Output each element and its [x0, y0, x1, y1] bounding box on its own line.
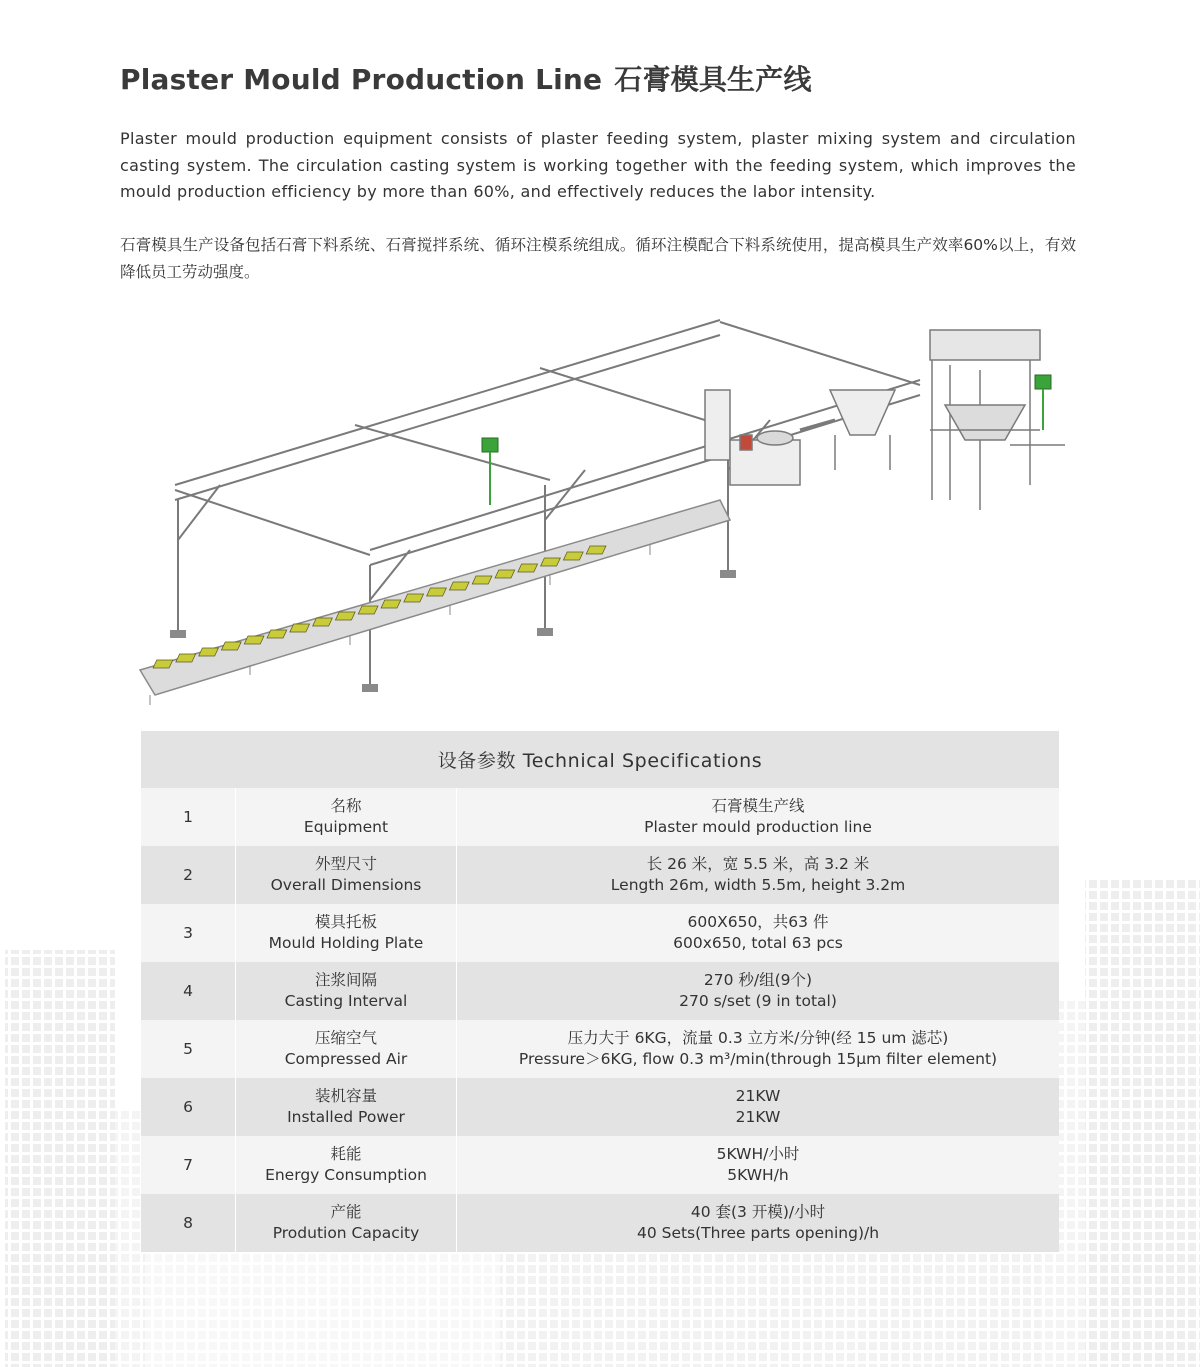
param-name: [236, 962, 457, 1020]
param-name: [236, 904, 457, 962]
param-value-line: 石膏模生产线: [711, 797, 805, 815]
title-en: Plaster Mould Production Line: [120, 63, 603, 96]
row-number: 3: [141, 904, 236, 962]
title-cn: 石膏模具生产线: [614, 63, 812, 96]
param-value: [457, 962, 1060, 1020]
param-value-line: 600x650, total 63 pcs: [673, 934, 843, 952]
intro-paragraph-en: Plaster mould production equipment consists of plaster feeding system, plaster mixing system and circulation casting system. The circulation casting system is working together with the feeding system, which improves the mould production efficiency by more than 60%, and effectively reduces the labor intensity.: [120, 129, 1076, 201]
param-name-en: Prodution Capacity: [272, 1224, 420, 1242]
param-value-line: Length 26m, width 5.5m, height 3.2m: [610, 876, 906, 894]
table-heading: 设备参数 Technical Specifications: [141, 731, 1059, 788]
param-value-line: Pressure＞6KG, flow 0.3 m³/min(through 15μm filter element): [518, 1050, 998, 1068]
param-value: [457, 788, 1060, 846]
row-number: 7: [141, 1136, 236, 1194]
param-value-line: 270 s/set (9 in total): [679, 992, 837, 1010]
param-value: [457, 1078, 1060, 1136]
page-title: [120, 58, 812, 98]
param-value-line: 长 26 米，宽 5.5 米，高 3.2 米: [646, 855, 870, 873]
param-value: [457, 846, 1060, 904]
row-number: 2: [141, 846, 236, 904]
param-value-line: Plaster mould production line: [644, 818, 872, 836]
param-name-en: Overall Dimensions: [270, 876, 422, 894]
param-name-cn: 模具托板: [314, 913, 377, 931]
param-value-line: 270 秒/组(9个): [703, 971, 813, 989]
param-name-cn: 压缩空气: [314, 1029, 377, 1047]
param-name-en: Casting Interval: [284, 992, 408, 1010]
param-name: [236, 1020, 457, 1078]
param-name-en: Installed Power: [287, 1108, 405, 1126]
row-number: 5: [141, 1020, 236, 1078]
param-name-cn: 注浆间隔: [314, 971, 377, 989]
feeding-tower: [930, 330, 1065, 510]
param-value-line: 40 Sets(Three parts opening)/h: [636, 1224, 880, 1242]
param-name-en: Mould Holding Plate: [268, 934, 424, 952]
intro-paragraph-cn: 石膏模具生产设备包括石膏下料系统、石膏搅拌系统、循环注模系统组成。循环注模配合下料系统使用，提高模具生产效率60%以上，有效降低员工劳动强度。: [120, 236, 1076, 281]
row-number: 8: [141, 1194, 236, 1252]
row-number: 4: [141, 962, 236, 1020]
param-value-line: 21KW: [735, 1087, 781, 1105]
param-value-line: 5KWH/h: [727, 1166, 789, 1184]
table-row: [141, 962, 1059, 1020]
param-name-cn: 产能: [330, 1203, 362, 1221]
table-row: [141, 846, 1059, 904]
param-value: [457, 904, 1060, 962]
param-name: [236, 788, 457, 846]
param-name-cn: 耗能: [330, 1145, 362, 1163]
table-row: [141, 1136, 1059, 1194]
production-line-illustration: [130, 310, 1070, 710]
param-value: [457, 1020, 1060, 1078]
param-name-cn: 装机容量: [314, 1087, 377, 1105]
param-name-en: Equipment: [303, 818, 389, 836]
param-value-line: 600X650，共63 件: [687, 913, 829, 931]
param-name-en: Compressed Air: [284, 1050, 408, 1068]
param-name-cn: 外型尺寸: [314, 855, 377, 873]
param-name-cn: 名称: [330, 797, 362, 815]
param-value-line: 40 套(3 开模)/小时: [690, 1203, 826, 1221]
param-name: [236, 1136, 457, 1194]
param-value-line: 5KWH/小时: [716, 1145, 800, 1163]
row-number: 6: [141, 1078, 236, 1136]
table-row: [141, 1194, 1059, 1252]
param-value-line: 21KW: [735, 1108, 781, 1126]
param-value: [457, 1136, 1060, 1194]
param-name: [236, 1194, 457, 1252]
param-name: [236, 1078, 457, 1136]
param-name: [236, 846, 457, 904]
table-row: [141, 1020, 1059, 1078]
param-value: [457, 1194, 1060, 1252]
param-value-line: 压力大于 6KG，流量 0.3 立方米/分钟(经 15 um 滤芯): [567, 1029, 949, 1047]
technical-specifications-table: [141, 731, 1059, 1252]
table-row: [141, 788, 1059, 846]
table-row: [141, 1078, 1059, 1136]
table-row: [141, 904, 1059, 962]
row-number: 1: [141, 788, 236, 846]
param-name-en: Energy Consumption: [265, 1166, 427, 1184]
